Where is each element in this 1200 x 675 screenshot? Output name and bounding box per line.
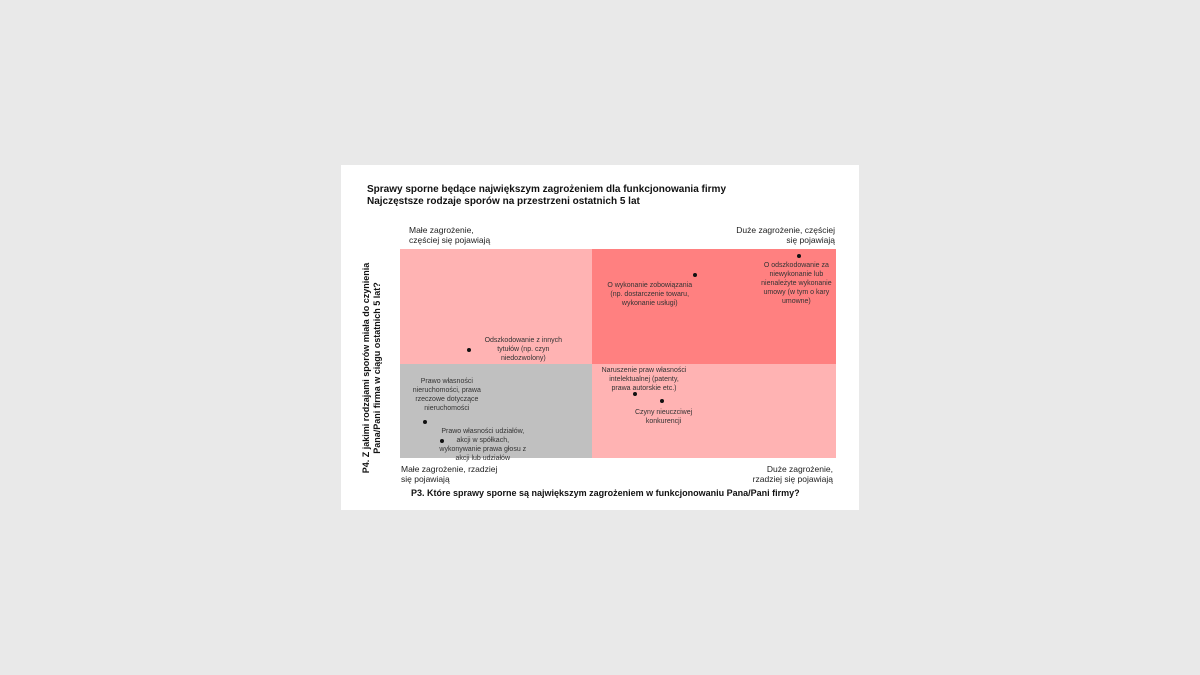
chart-subtitle: Najczęstsze rodzaje sporów na przestrzeni ostatnich 5 lat <box>367 196 640 207</box>
chart-title: Sprawy sporne będące największym zagrożeniem dla funkcjonowania firmy <box>367 184 726 195</box>
data-point-label: Prawo własności nieruchomości, prawa rzeczowe dotyczące nieruchomości <box>412 378 481 413</box>
quadrant-label-bottom-right: Duże zagrożenie, rzadziej się pojawiają <box>752 464 833 484</box>
chart-card <box>341 165 859 510</box>
data-point-label: Odszkodowanie z innych tytułów (np. czyn niedozwolony) <box>484 337 563 363</box>
quadrant-label-bottom-left: Małe zagrożenie, rzadziej się pojawiają <box>401 464 498 484</box>
data-point-label: O wykonanie zobowiązania (np. dostarczenie towaru, wykonanie usługi) <box>607 282 693 308</box>
data-point <box>660 399 664 403</box>
data-point-label: Naruszenie praw własności intelektualnej (patenty, prawa autorskie etc.) <box>601 367 687 393</box>
plot-area <box>400 249 836 463</box>
data-point-label: Prawo własności udziałów, akcji w spółkach, wykonywanie prawa głosu z akcji lub udziałów <box>439 428 527 463</box>
data-point-label: O odszkodowanie za niewykonanie lub nienależyte wykonanie umowy (w tym o kary umowne) <box>761 262 832 306</box>
data-point <box>693 273 697 277</box>
quadrant-label-top-right: Duże zagrożenie, częściej się pojawiają <box>736 225 835 245</box>
y-axis-label: P4. Z jakimi rodzajami sporów miała do czynienia Pana/Pani firma w ciągu ostatnich 5 lat? <box>361 262 382 474</box>
x-axis-label: P3. Które sprawy sporne są największym zagrożeniem w funkcjonowaniu Pana/Pani firmy? <box>411 488 800 498</box>
quadrant-label-top-left: Małe zagrożenie, częściej się pojawiają <box>409 225 491 245</box>
data-point-label: Czyny nieuczciwej konkurencji <box>635 408 693 425</box>
